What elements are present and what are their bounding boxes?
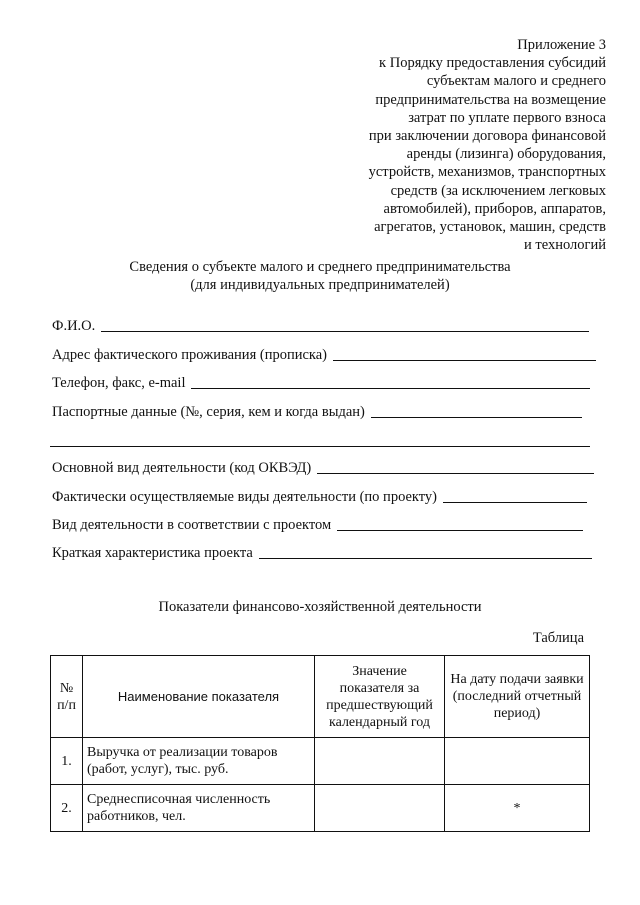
row-num: 1.	[51, 738, 83, 785]
col-num-header-line1: №	[59, 680, 74, 696]
appendix-line: предпринимательства на возмещение	[375, 91, 606, 108]
fio-input-line[interactable]	[101, 317, 589, 332]
table-header-row	[51, 656, 590, 738]
contacts-label: Телефон, факс, e-mail	[52, 375, 186, 391]
table-row	[51, 785, 590, 832]
indicators-title: Показатели финансово-хозяйственной деятельности	[158, 599, 482, 615]
okved-field[interactable]	[52, 457, 594, 477]
okved-input-line[interactable]	[317, 459, 594, 474]
indicators-caption: Таблица	[532, 630, 584, 646]
row-prev-year-cell[interactable]	[315, 785, 445, 832]
appendix-line: устройств, механизмов, транспортных	[368, 164, 606, 181]
project-activity-field[interactable]	[52, 514, 583, 534]
row-num: 2.	[51, 785, 83, 832]
indicators-table	[50, 655, 590, 832]
actual-activities-field[interactable]	[52, 486, 587, 506]
address-field[interactable]	[52, 344, 596, 364]
row-prev-year-cell[interactable]	[315, 738, 445, 785]
project-summary-label: Краткая характеристика проекта	[52, 545, 253, 561]
actual-activities-input-line[interactable]	[443, 488, 587, 503]
form-heading	[0, 258, 640, 294]
appendix-line: Приложение 3	[517, 37, 606, 53]
appendix-note	[286, 36, 606, 254]
appendix-line: при заключении договора финансовой	[368, 128, 606, 145]
col-num-header-line2: п/п	[57, 697, 76, 713]
passport-label: Паспортные данные (№, серия, кем и когда выдан)	[52, 404, 365, 420]
fio-field[interactable]	[52, 315, 589, 335]
project-activity-input-line[interactable]	[337, 516, 583, 531]
form-heading-line1: Сведения о субъекте малого и среднего предпринимательства	[129, 259, 511, 275]
passport-field[interactable]	[52, 401, 582, 421]
row-application-date-cell[interactable]	[445, 738, 590, 785]
passport-input-line[interactable]	[371, 403, 582, 418]
fio-label: Ф.И.О.	[52, 318, 96, 334]
appendix-line: и технологий	[524, 237, 606, 254]
okved-label: Основной вид деятельности (код ОКВЭД)	[52, 460, 312, 476]
actual-activities-label: Фактически осуществляемые виды деятельности (по проекту)	[52, 489, 438, 505]
project-summary-field[interactable]	[52, 542, 592, 562]
address-label: Адрес фактического проживания (прописка)	[52, 347, 327, 363]
passport-extra-line[interactable]	[50, 446, 590, 447]
col-num-header	[51, 656, 83, 738]
form-heading-line2: (для индивидуальных предпринимателей)	[190, 277, 450, 293]
contacts-input-line[interactable]	[191, 374, 590, 389]
col-prev-year-header: Значение показателя за предшествующий календарный год	[315, 656, 445, 738]
contacts-field[interactable]	[52, 372, 590, 392]
table-row	[51, 738, 590, 785]
col-application-date-header: На дату подачи заявки (последний отчетный период)	[445, 656, 590, 738]
appendix-line: аренды (лизинга) оборудования,	[406, 146, 606, 163]
appendix-line: затрат по уплате первого взноса	[408, 109, 606, 126]
appendix-line: автомобилей), приборов, аппаратов,	[383, 200, 606, 217]
appendix-line: агрегатов, установок, машин, средств	[374, 219, 606, 236]
project-summary-input-line[interactable]	[259, 544, 592, 559]
appendix-line: к Порядку предоставления субсидий	[379, 55, 606, 72]
project-activity-label: Вид деятельности в соответствии с проектом	[52, 517, 332, 533]
row-name: Среднесписочная численность работников, чел.	[83, 785, 315, 832]
appendix-line: субъектам малого и среднего	[426, 73, 606, 90]
address-input-line[interactable]	[333, 346, 596, 361]
row-name: Выручка от реализации товаров (работ, услуг), тыс. руб.	[83, 738, 315, 785]
col-name-header: Наименование показателя	[83, 656, 315, 738]
row-application-date-cell[interactable]: *	[445, 785, 590, 832]
appendix-line: средств (за исключением легковых	[390, 182, 606, 199]
